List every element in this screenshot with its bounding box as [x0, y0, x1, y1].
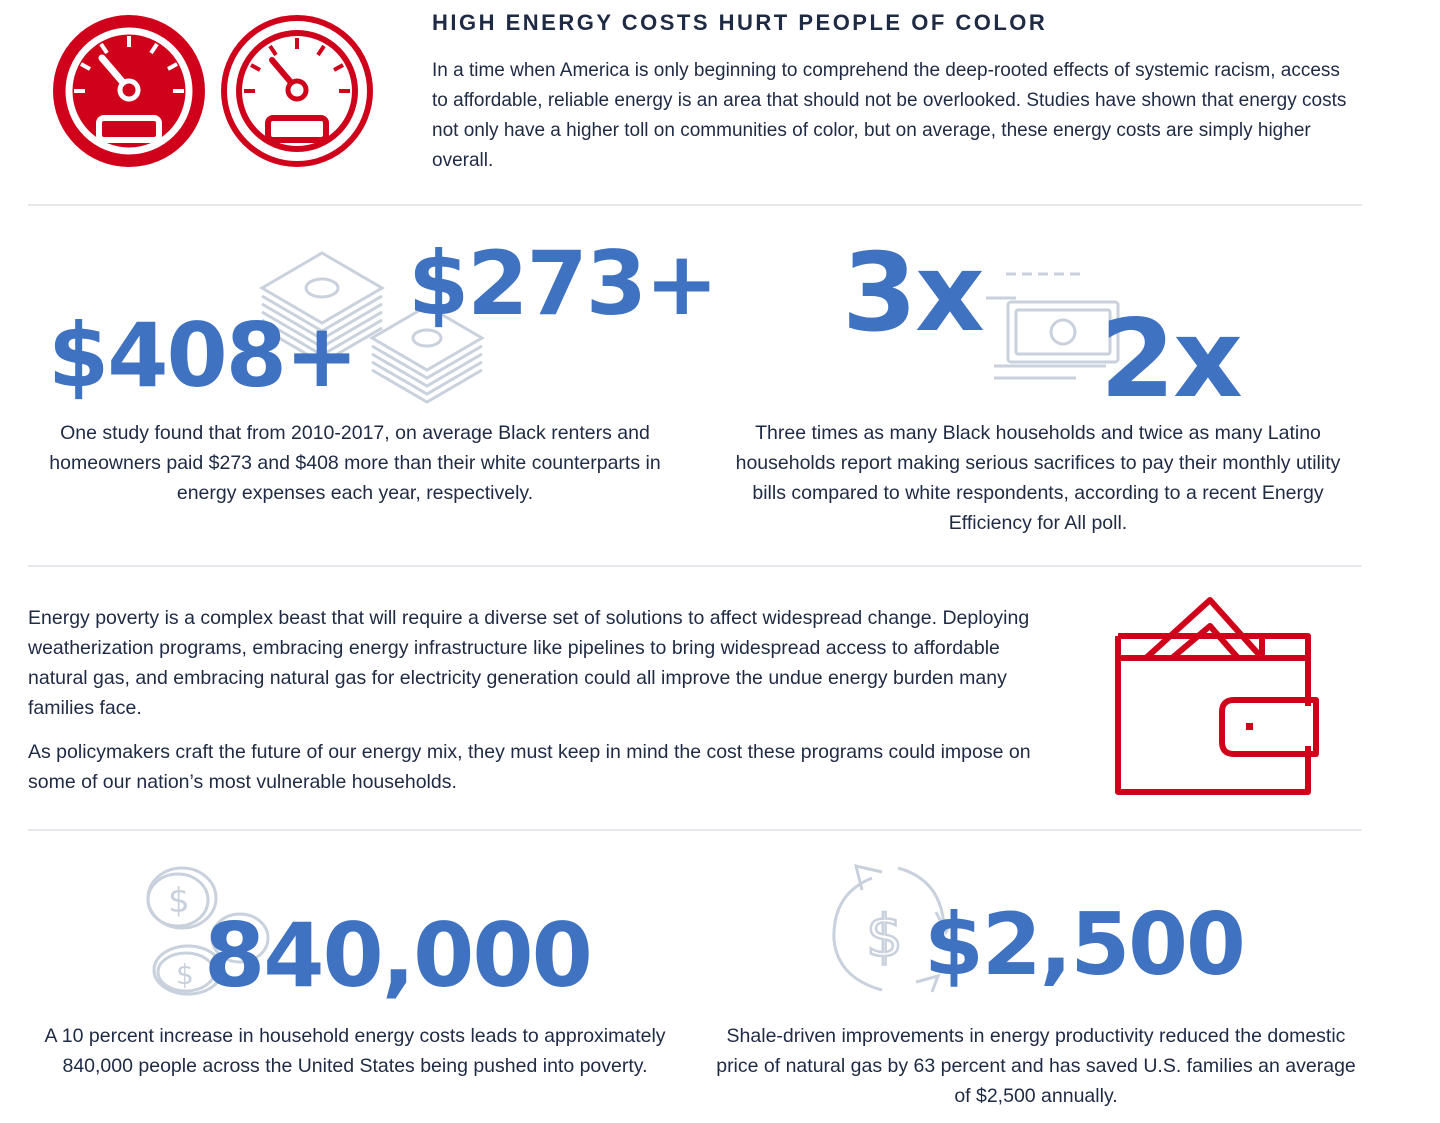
- divider: [28, 565, 1362, 567]
- policy-paragraph-2: As policymakers craft the future of our energy mix, they must keep in mind the cost these programs could impose on some of our nation’s most vulnerable households.: [28, 741, 1031, 793]
- svg-text:$: $: [866, 902, 903, 970]
- stat-sacrifice-caption: Three times as many Black households and twice as many Latino households report making serious sacrifices to pay their monthly utility bills compared to white respondents, according to a recent Energy Efficiency for All poll.: [735, 422, 1341, 534]
- svg-text:$: $: [168, 881, 190, 921]
- stat-value-2500: $2,500: [924, 895, 1244, 995]
- wallet-icon: [1112, 596, 1326, 796]
- page-title: HIGH ENERGY COSTS HURT PEOPLE OF COLOR: [432, 10, 1048, 35]
- svg-text:$: $: [176, 958, 194, 991]
- divider: [28, 204, 1362, 206]
- stat-value-2x: 2x: [1100, 297, 1241, 422]
- stat-savings-caption: Shale-driven improvements in energy productivity reduced the domestic price of natural gas by 63 percent and has saved U.S. families an average of $2,500 annually.: [716, 1025, 1356, 1107]
- policy-paragraph-1: Energy poverty is a complex beast that will require a diverse set of solutions to affect widespread change. Deploying weatherization programs, embracing energy infrastructure like pipelines to bring widespread access to affordable natural gas, and embracing natural gas for electricity generation could all improve the undue energy burden many families face.: [28, 607, 1030, 719]
- intro-paragraph: In a time when America is only beginning to comprehend the deep-rooted effects of systemic racism, access to affordable, reliable energy is an area that should not be overlooked. Studies have shown that energy costs not only have a higher toll on communities of color, but on average, these energy costs are simply higher overall.: [432, 60, 1347, 171]
- stat-value-3x: 3x: [842, 231, 983, 356]
- stat-poverty-caption: A 10 percent increase in household energy costs leads to approximately 840,000 people across the United States being pushed into poverty.: [44, 1025, 666, 1077]
- speedometer-filled-icon: [52, 14, 206, 168]
- stat-value-840000: 840,000: [204, 904, 591, 1007]
- stat-costs-caption: One study found that from 2010-2017, on average Black renters and homeowners paid $273 and $408 more than their white counterparts in energy expenses each year, respectively.: [49, 422, 661, 504]
- divider: [28, 829, 1362, 831]
- speedometer-outline-icon: [220, 14, 374, 168]
- stat-value-273: $273+: [408, 232, 717, 335]
- stat-value-408: $408+: [48, 304, 357, 407]
